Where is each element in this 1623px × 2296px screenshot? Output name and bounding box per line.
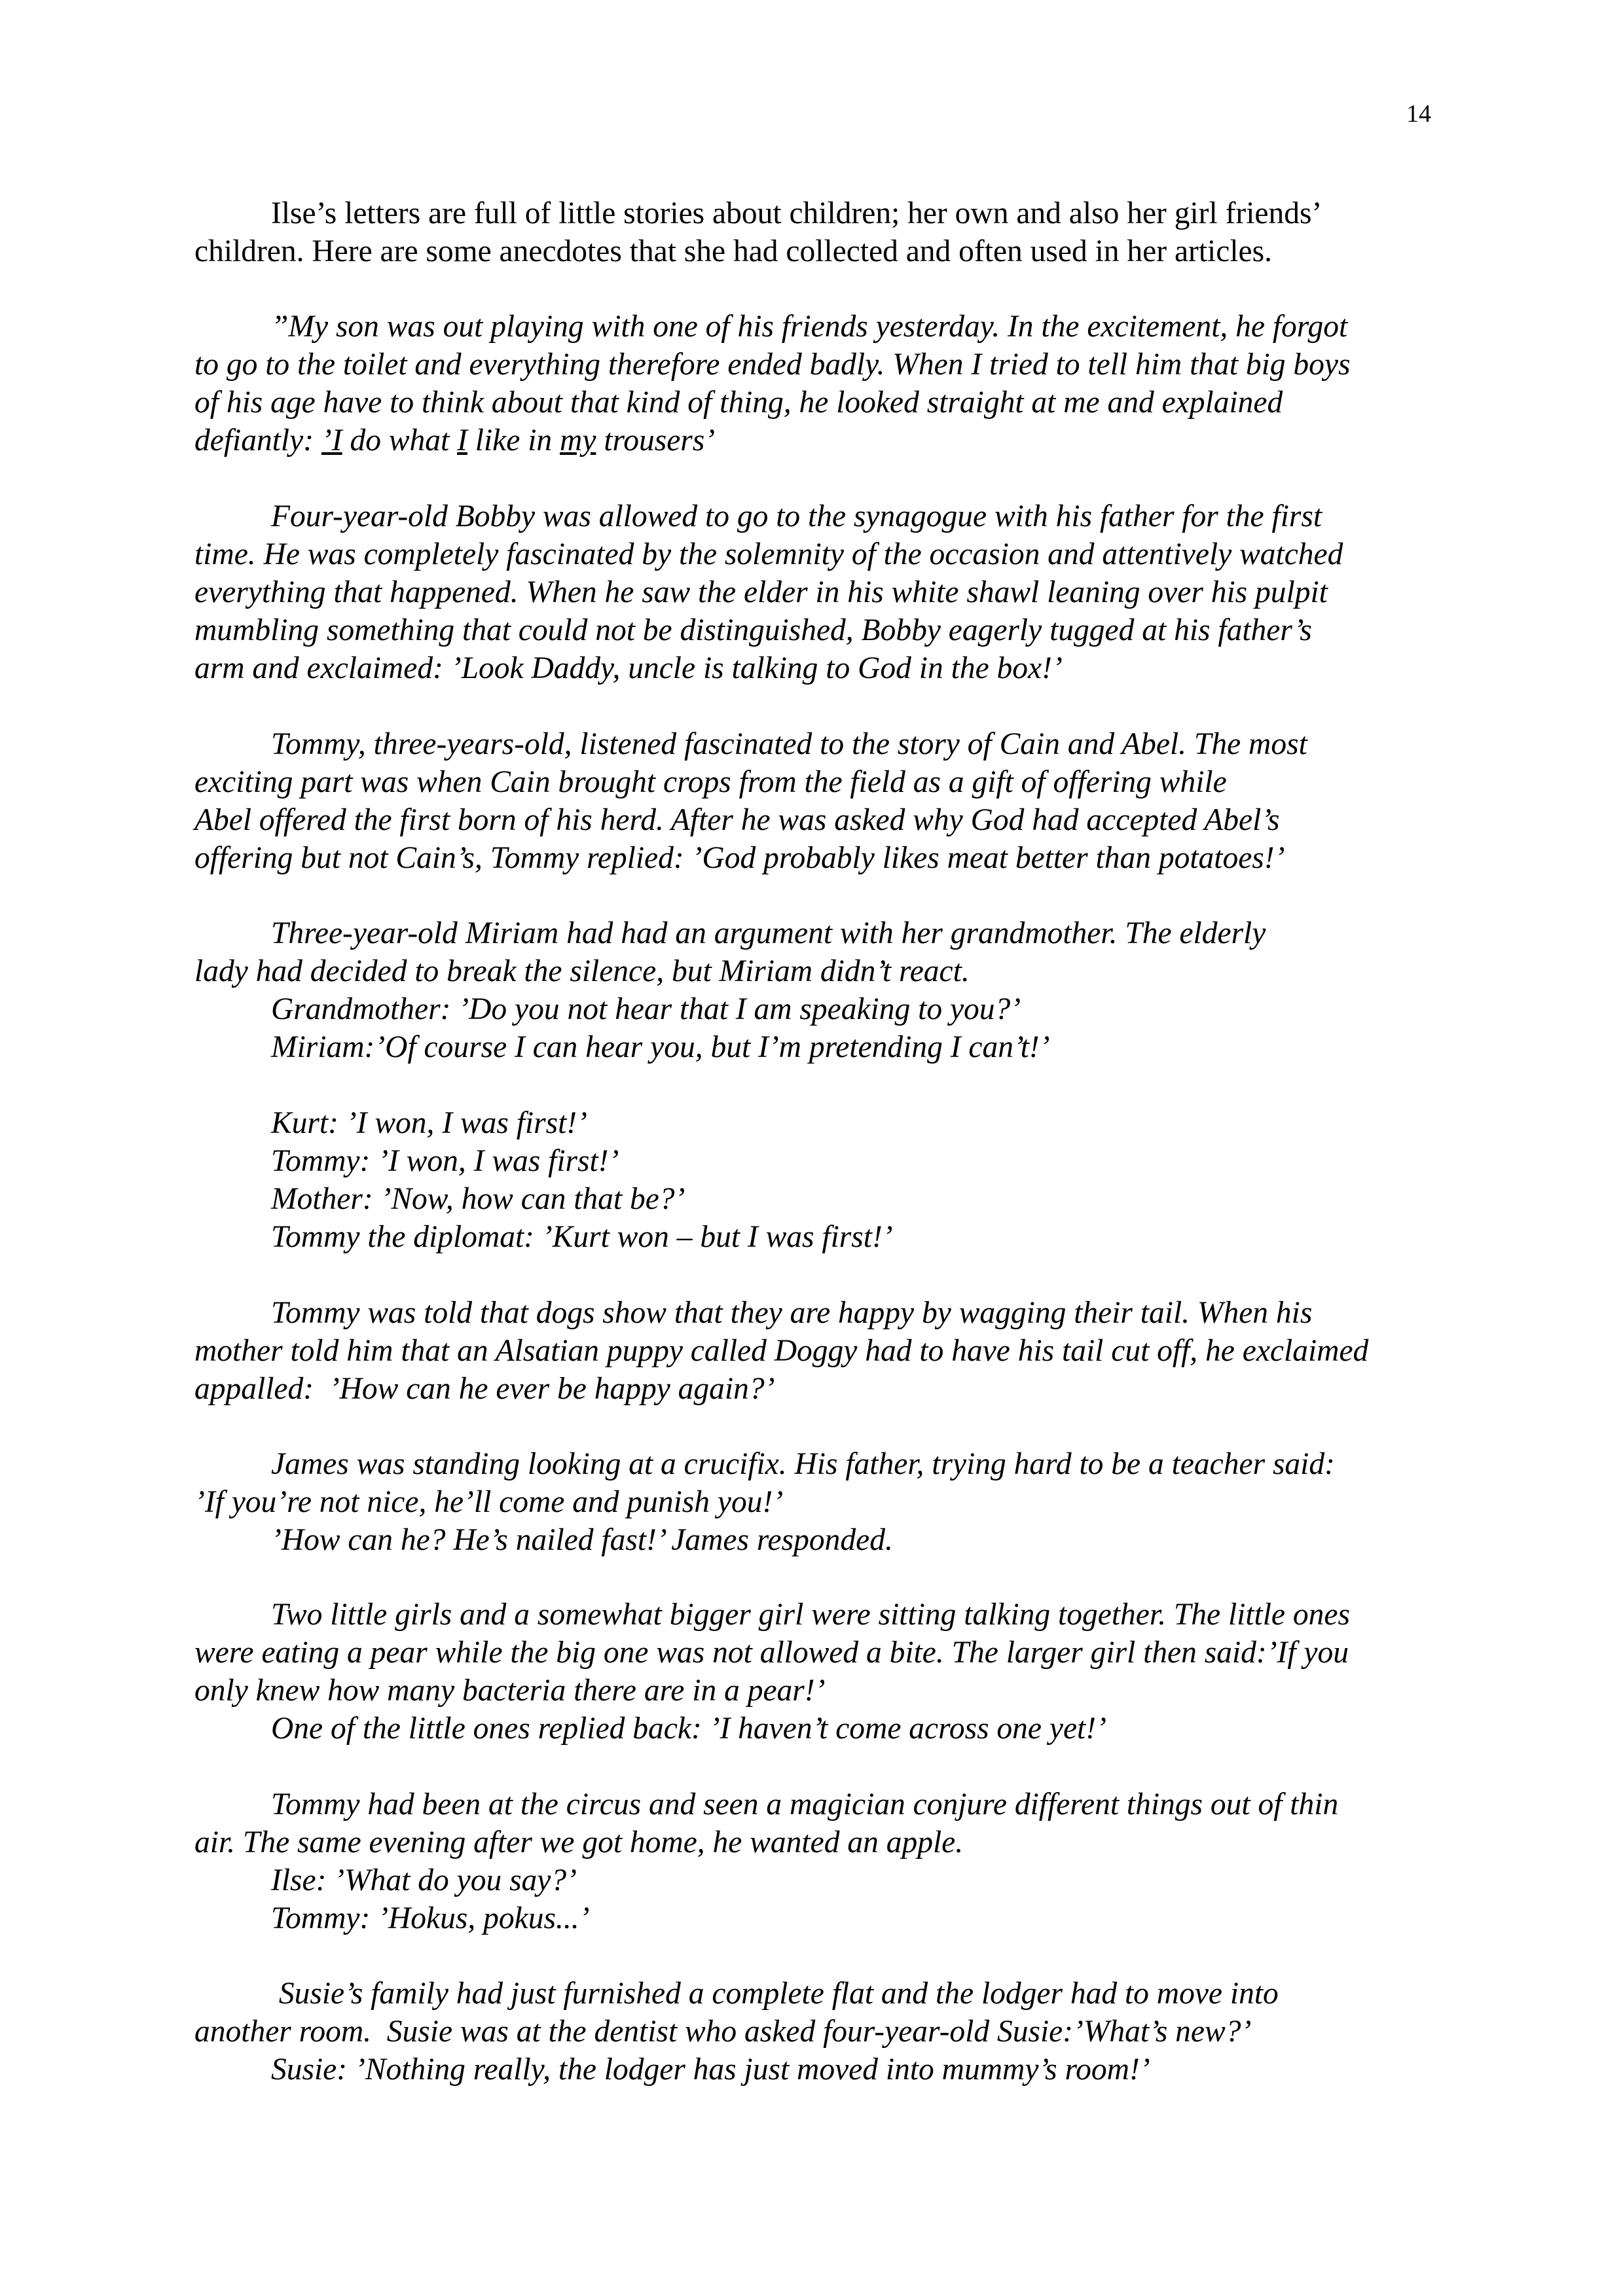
underlined-quote-mark: ’ — [321, 423, 332, 457]
text-line: mother told him that an Alsatian puppy called Doggy had to have his tail cut off, he exclaimed — [194, 1334, 1369, 1368]
text-line: another room. Susie was at the dentist who asked four-year-old Susie:’What’s new?’ — [194, 2015, 1252, 2049]
text-line: everything that happened. When he saw the elder in his white shawl leaning over his pulpit — [194, 575, 1328, 609]
text-line: Four-year-old Bobby was allowed to go to the synagogue with his father for the first — [271, 499, 1322, 533]
anecdote-miriam — [194, 914, 1455, 1066]
anecdote-doggy — [194, 1294, 1455, 1408]
anecdote-toilet — [194, 308, 1455, 459]
text-fragment: defiantly: — [194, 423, 321, 457]
text-line: Three-year-old Miriam had had an argument with her grandmother. The elderly — [271, 916, 1266, 950]
text-line: Tommy was told that dogs show that they are happy by wagging their tail. When his — [271, 1296, 1313, 1330]
dialogue-line: Kurt: ’I won, I was first!’ — [271, 1106, 587, 1140]
dialogue-line: Miriam:’Of course I can hear you, but I’m pretending I can’t!’ — [271, 1030, 1050, 1064]
text-fragment: do what — [342, 423, 458, 457]
underlined-word: my — [560, 423, 596, 457]
dialogue-line: Mother: ’Now, how can that be?’ — [271, 1182, 685, 1216]
dialogue-line: Susie: ’Nothing really, the lodger has just moved into mummy’s room!’ — [271, 2053, 1150, 2087]
text-line: were eating a pear while the big one was not allowed a bite. The larger girl then said:’If you — [194, 1636, 1349, 1670]
dialogue-line: Tommy the diplomat: ’Kurt won – but I was first!’ — [271, 1220, 893, 1254]
text-line: Abel offered the first born of his herd. After he was asked why God had accepted Abel’s — [194, 803, 1280, 837]
text-line: Susie’s family had just furnished a complete flat and the lodger had to move into — [271, 1977, 1279, 2011]
anecdote-cain-abel — [194, 725, 1455, 877]
anecdote-magician — [194, 1785, 1455, 1937]
anecdote-first — [194, 1104, 1455, 1256]
text-line: mumbling something that could not be distinguished, Bobby eagerly tugged at his father’s — [194, 613, 1312, 647]
anecdote-lodger — [194, 1975, 1455, 2089]
text-line: Two little girls and a somewhat bigger girl were sitting talking together. The little ones — [271, 1598, 1350, 1632]
text-line: Tommy, three-years-old, listened fascinated to the story of Cain and Abel. The most — [271, 727, 1307, 761]
dialogue-line: Tommy: ’Hokus, pokus...’ — [271, 1901, 590, 1935]
text-line: ’If you’re not nice, he’ll come and punish you!’ — [194, 1485, 784, 1519]
text-line: offering but not Cain’s, Tommy replied: ’God probably likes meat better than potatoes!’ — [194, 841, 1285, 875]
dialogue-line: One of the little ones replied back: ’I haven’t come across one yet!’ — [271, 1712, 1106, 1746]
text-line: arm and exclaimed: ’Look Daddy, uncle is talking to God in the box!’ — [194, 651, 1063, 685]
dialogue-line: Ilse: ’What do you say?’ — [271, 1863, 577, 1897]
text-fragment: like in — [467, 423, 560, 457]
intro-paragraph — [194, 194, 1455, 270]
anecdote-crucifix — [194, 1445, 1455, 1559]
text-line — [194, 422, 1455, 459]
text-line: time. He was completely fascinated by the solemnity of the occasion and attentively watched — [194, 537, 1343, 571]
text-line: only knew how many bacteria there are in a pear!’ — [194, 1674, 826, 1708]
text-line: to go to the toilet and everything therefore ended badly. When I tried to tell him that big boys — [194, 348, 1351, 382]
text-fragment: trousers’ — [596, 423, 716, 457]
text-line: Ilse’s letters are full of little stories about children; her own and also her girl friends’ — [271, 196, 1322, 230]
text-line: lady had decided to break the silence, but Miriam didn’t react. — [194, 954, 970, 988]
dialogue-line: Tommy: ’I won, I was first!’ — [271, 1144, 619, 1178]
text-line: exciting part was when Cain brought crops from the field as a gift of offering while — [194, 765, 1227, 799]
text-line: James was standing looking at a crucifix. His father, trying hard to be a teacher said: — [271, 1447, 1335, 1481]
underlined-word: I — [331, 423, 342, 457]
text-line: air. The same evening after we got home, he wanted an apple. — [194, 1825, 964, 1859]
dialogue-line: Grandmother: ’Do you not hear that I am speaking to you?’ — [271, 992, 1021, 1026]
anecdote-synagogue — [194, 497, 1455, 687]
text-line: children. Here are some anecdotes that she had collected and often used in her articles. — [194, 234, 1272, 268]
text-line: of his age have to think about that kind of thing, he looked straight at me and explained — [194, 386, 1283, 420]
dialogue-line: ’How can he? He’s nailed fast!’ James responded. — [271, 1523, 893, 1557]
anecdote-pear — [194, 1596, 1455, 1748]
text-line: ”My son was out playing with one of his friends yesterday. In the excitement, he forgot — [271, 310, 1348, 344]
text-line: Tommy had been at the circus and seen a magician conjure different things out of thin — [271, 1787, 1339, 1821]
text-line: appalled: ’How can he ever be happy again?’ — [194, 1372, 775, 1406]
page-number: 14 — [1406, 100, 1431, 128]
underlined-word: I — [457, 423, 467, 457]
